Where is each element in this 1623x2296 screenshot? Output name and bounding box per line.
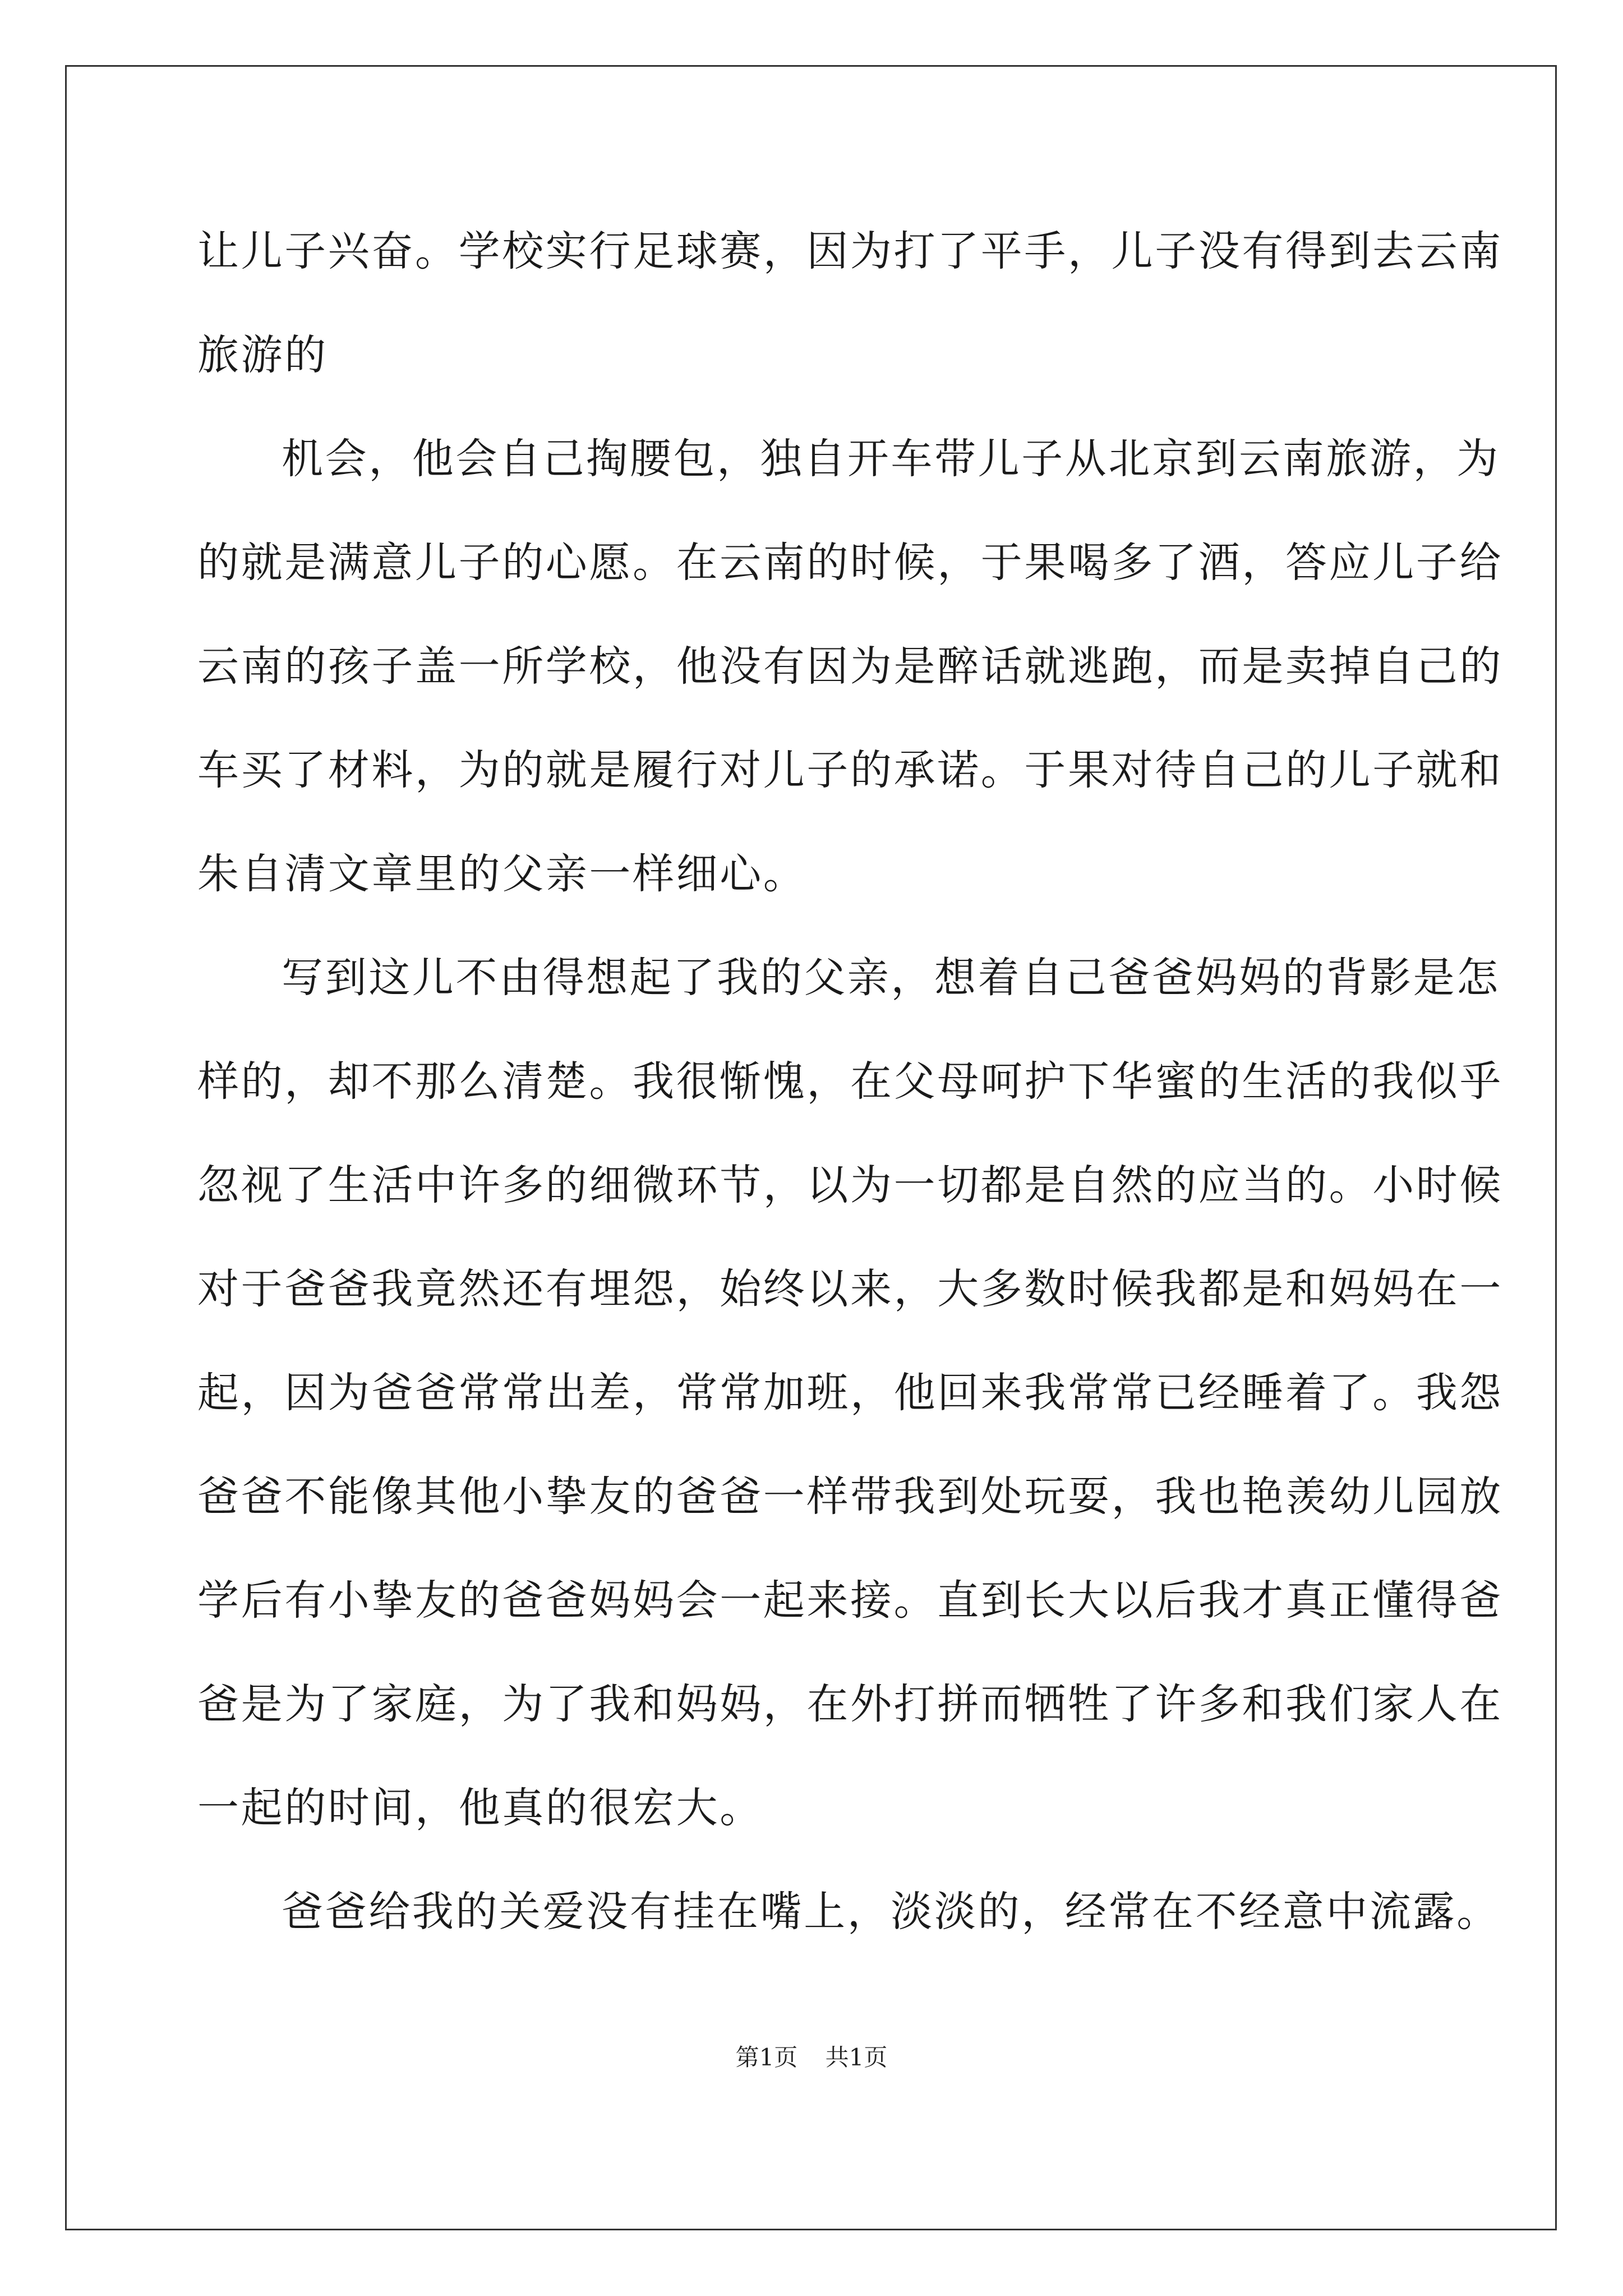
text-line: 样的，却不那么清楚。我很惭愧，在父母呵护下华蜜的生活的我似乎 [197, 1057, 1503, 1106]
text-line: 爸是为了家庭，为了我和妈妈，在外打拼而牺牲了许多和我们家人在 [197, 1680, 1503, 1728]
page-footer [0, 2039, 1623, 2073]
paragraph-start-line: 机会，他会自己掏腰包，独自开车带儿子从北京到云南旅游，为 [282, 435, 1500, 483]
text-line: 学后有小挚友的爸爸妈妈会一起来接。直到长大以后我才真正懂得爸 [197, 1576, 1503, 1625]
paragraph-start-line: 爸爸给我的关爱没有挂在嘴上，淡淡的，经常在不经意中流露。 [282, 1888, 1500, 1936]
paragraph-start-line: 写到这儿不由得想起了我的父亲，想着自己爸爸妈妈的背影是怎 [282, 954, 1500, 1002]
text-line: 车买了材料，为的就是履行对儿子的承诺。于果对待自己的儿子就和 [197, 746, 1503, 794]
text-line: 朱自清文章里的父亲一样细心。 [197, 850, 807, 898]
page-number-total: 共1页 [825, 2044, 888, 2071]
text-line: 一起的时间，他真的很宏大。 [197, 1784, 763, 1832]
text-line: 对于爸爸我竟然还有埋怨，始终以来，大多数时候我都是和妈妈在一 [197, 1265, 1503, 1313]
text-line: 云南的孩子盖一所学校，他没有因为是醉话就逃跑，而是卖掉自己的 [197, 642, 1503, 691]
document-body [197, 212, 1503, 1976]
text-line: 让儿子兴奋。学校实行足球赛，因为打了平手，儿子没有得到去云南 [197, 227, 1503, 275]
text-line: 爸爸不能像其他小挚友的爸爸一样带我到处玩耍，我也艳羡幼儿园放 [197, 1473, 1503, 1521]
text-line: 起，因为爸爸常常出差，常常加班，他回来我常常已经睡着了。我怨 [197, 1369, 1503, 1417]
text-line: 旅游的 [197, 331, 328, 379]
text-line: 忽视了生活中许多的细微环节，以为一切都是自然的应当的。小时候 [197, 1161, 1503, 1209]
page-number-current: 第1页 [735, 2044, 798, 2071]
text-line: 的就是满意儿子的心愿。在云南的时候，于果喝多了酒，答应儿子给 [197, 539, 1503, 587]
